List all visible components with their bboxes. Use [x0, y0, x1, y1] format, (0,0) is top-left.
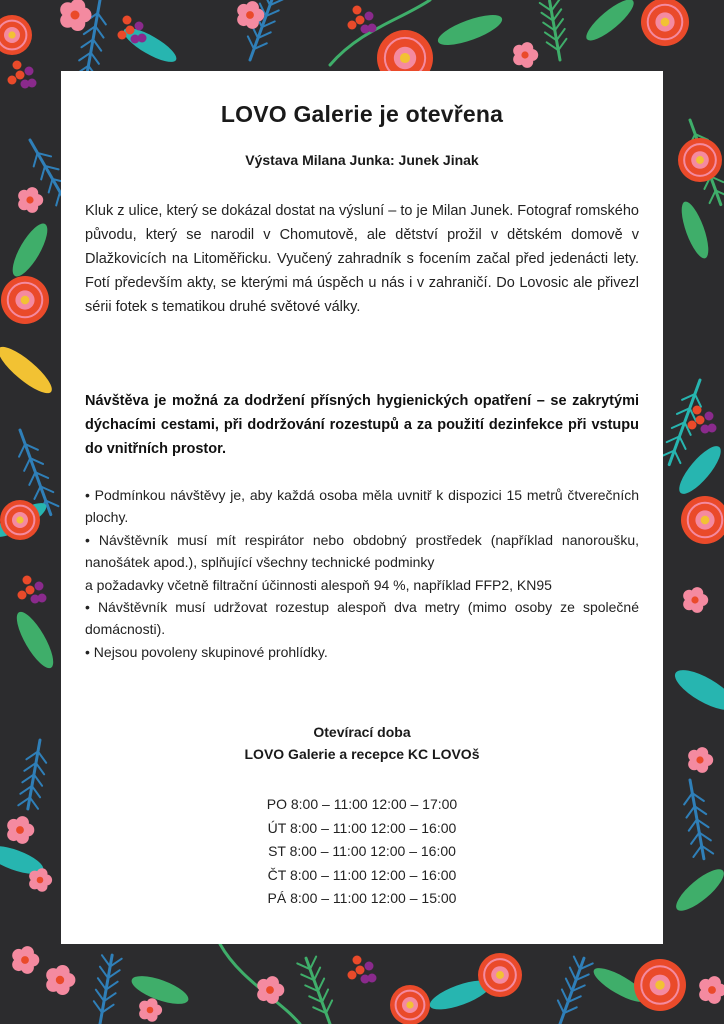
berry-icon [688, 421, 697, 430]
blossom-center-icon [246, 11, 254, 19]
stem-decoration [693, 846, 701, 857]
stem-decoration [32, 786, 40, 797]
berry-icon [348, 971, 357, 980]
stem-decoration [56, 192, 60, 205]
stem-decoration [574, 957, 580, 970]
berry-icon [696, 416, 705, 425]
berry-icon [118, 31, 127, 40]
hours-row: ČT 8:00 – 11:00 12:00 – 16:00 [267, 866, 457, 883]
berry-icon [126, 26, 135, 35]
rose-core-icon [496, 971, 504, 979]
blossom-center-icon [21, 956, 29, 964]
stem-decoration [551, 0, 559, 11]
opening-hours-label: Otevírací doba [313, 724, 411, 740]
stem-decoration [38, 751, 46, 762]
berry-icon [38, 594, 47, 603]
berry-icon [368, 974, 377, 983]
stem-decoration [695, 394, 701, 407]
stem-decoration [710, 190, 716, 203]
berry-icon [123, 16, 132, 25]
berry-icon [8, 76, 17, 85]
stem-decoration [686, 806, 694, 817]
blossom-center-icon [147, 1007, 154, 1014]
blossom-center-icon [26, 196, 33, 203]
notice-card [61, 71, 663, 944]
blossom-center-icon [71, 11, 80, 20]
stem-decoration [689, 819, 697, 830]
stem-decoration [248, 36, 254, 49]
stem-decoration [674, 450, 680, 463]
leaf-icon [581, 0, 639, 46]
stem-decoration [30, 797, 38, 808]
berry-icon [353, 6, 362, 15]
berry-icon [135, 22, 144, 31]
hours-row: PÁ 8:00 – 11:00 12:00 – 15:00 [267, 890, 457, 906]
stem-decoration [41, 166, 45, 179]
stem-decoration [553, 9, 561, 20]
stem-decoration [679, 436, 685, 449]
stem-decoration [95, 26, 103, 37]
rose-core-icon [406, 1001, 413, 1008]
stem-decoration [318, 979, 324, 992]
stem-decoration [100, 967, 108, 978]
stem-decoration [29, 472, 35, 485]
rule-item: a požadavky včetně filtrační účinnosti alespoň 94 %, například FFP2, KN95 [85, 576, 552, 593]
blossom-center-icon [16, 826, 24, 834]
leaf-icon [128, 970, 191, 1009]
blossom-center-icon [266, 986, 274, 994]
blossom-center-icon [691, 596, 698, 603]
stem-decoration [562, 989, 568, 1002]
visit-rules [85, 484, 639, 663]
berry-icon [708, 424, 717, 433]
leaf-icon [0, 340, 57, 399]
stem-decoration [684, 793, 692, 804]
stem-decoration [566, 979, 572, 992]
rose-core-icon [701, 516, 710, 525]
leaf-icon [6, 219, 53, 281]
berry-icon [368, 24, 377, 33]
stem-decoration [34, 774, 42, 785]
berry-icon [693, 406, 702, 415]
berry-icon [16, 71, 25, 80]
leaf-icon [10, 607, 59, 672]
opening-hours-place: LOVO Galerie a recepce KC LOVOš [244, 746, 480, 762]
rose-core-icon [661, 18, 670, 27]
leaf-icon [673, 441, 724, 500]
stem-decoration [49, 179, 53, 192]
rose-core-icon [400, 53, 410, 63]
stem-decoration [93, 39, 101, 50]
berry-icon [348, 21, 357, 30]
berry-icon [365, 12, 374, 21]
rule-item: • Podmínkou návštěvy je, aby každá osoba měla uvnitř k dispozici 15 metrů čtverečních plochy. [85, 487, 639, 526]
berry-icon [18, 591, 27, 600]
blossom-center-icon [708, 986, 716, 994]
stem-decoration [19, 444, 25, 457]
intro-paragraph: Kluk z ulice, který se dokázal dostat na výsluní – to je Milan Junek. Fotograf romského původu, který se narodil v Chomutově, ale dětství prožil v dětském domově v Dlažkovicích na Litoměřicku. Vyučený zahradník s focením začal před jedenácti lety. Fotí především akty, se kterými má úspěch u nás i v zahraničí. Do Lovosic ale přivezl sérii fotek s tematikou druhé světové války. [85, 203, 639, 315]
berry-icon [23, 576, 32, 585]
berry-icon [25, 67, 34, 76]
stem-decoration [102, 955, 110, 966]
stem-decoration [98, 978, 106, 989]
berry-icon [353, 956, 362, 965]
rose-core-icon [16, 516, 23, 523]
hours-row: ST 8:00 – 11:00 12:00 – 16:00 [268, 843, 456, 859]
hours-row: ÚT 8:00 – 11:00 12:00 – 16:00 [267, 819, 457, 836]
stem-decoration [98, 13, 106, 24]
stem-decoration [96, 990, 104, 1001]
leaf-icon [671, 863, 724, 917]
stem-decoration [558, 1000, 564, 1013]
rule-item: • Nejsou povoleny skupinové prohlídky. [85, 643, 328, 660]
opening-hours-heading [61, 721, 663, 765]
stem-decoration [314, 968, 320, 981]
hygiene-notice: Návštěva je možná za dodržení přísných hygienických opatření – se zakrytými dýchacími cestami, při dodržování rozestupů a za použití dezinfekce při vstupu do vnitřních prostor. [85, 393, 639, 457]
rule-item: • Návštěvník musí udržovat rozestup alespoň dva metry (mimo osoby ze společné domácnosti). [85, 599, 639, 638]
stem-decoration [34, 486, 40, 499]
berry-icon [26, 586, 35, 595]
leaf-icon [435, 9, 506, 51]
berry-icon [705, 412, 714, 421]
rule-item: • Návštěvník musí mít respirátor nebo obdobný prostředek (například nanoroušku, nanošátek apod.), splňující všechny technické podminky [85, 531, 639, 571]
berry-icon [35, 582, 44, 591]
berry-icon [356, 16, 365, 25]
opening-hours-list [61, 793, 663, 911]
stem-decoration [34, 153, 38, 166]
rose-core-icon [21, 296, 30, 305]
stem-decoration [558, 39, 566, 50]
stem-decoration [322, 989, 328, 1002]
stem-decoration [691, 833, 699, 844]
rose-core-icon [655, 980, 664, 989]
stem-decoration [570, 968, 576, 981]
rose-core-icon [8, 31, 15, 38]
berry-icon [356, 966, 365, 975]
stem-decoration [264, 0, 270, 5]
stem-decoration [94, 1001, 102, 1012]
berry-icon [13, 61, 22, 70]
berry-icon [365, 962, 374, 971]
berry-icon [138, 34, 147, 43]
leaf-icon [676, 199, 713, 262]
stem-decoration [326, 1000, 332, 1013]
stem-decoration [24, 458, 30, 471]
berry-icon [28, 79, 37, 88]
blossom-center-icon [521, 51, 528, 58]
stem-decoration [557, 29, 565, 40]
blossom-center-icon [37, 877, 44, 884]
stem-decoration [91, 53, 99, 64]
stem-decoration [310, 957, 316, 970]
leaf-icon [670, 663, 724, 718]
stem-decoration [36, 763, 44, 774]
blossom-center-icon [696, 756, 703, 763]
hours-row: PO 8:00 – 11:00 12:00 – 17:00 [266, 796, 458, 812]
stem-decoration [555, 19, 563, 30]
page-title: LOVO Galerie je otevřena [220, 101, 504, 127]
rose-core-icon [696, 156, 704, 164]
exhibition-subtitle: Výstava Milana Junka: Junek Jinak [245, 152, 479, 168]
blossom-center-icon [56, 976, 64, 984]
